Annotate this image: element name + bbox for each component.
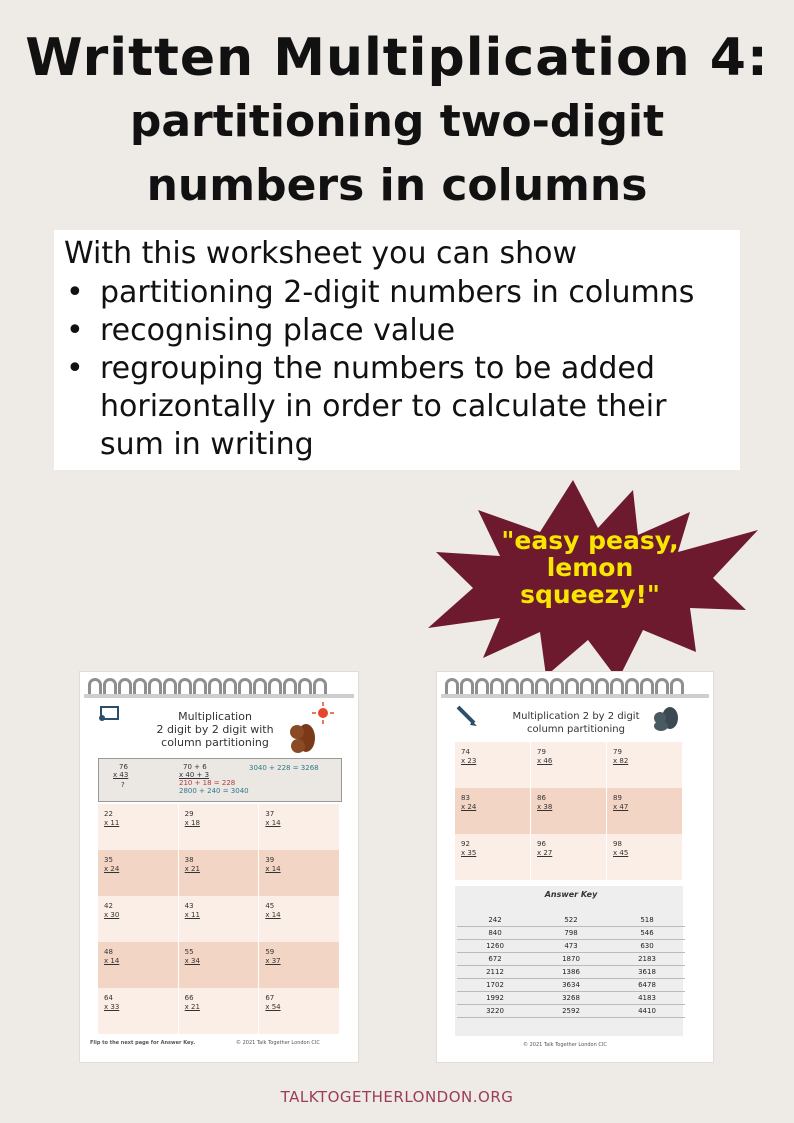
worksheet-2-title: Multiplication 2 by 2 digit column partitioning bbox=[512, 711, 640, 735]
answer-key-table bbox=[457, 914, 685, 1018]
worksheet-2-footer: © 2021 Talk Together London CIC bbox=[523, 1042, 607, 1048]
problem-cell: 35 x 24 bbox=[98, 850, 179, 896]
title-line-2: partitioning two-digit bbox=[129, 96, 665, 147]
problem-cell: 59 x 37 bbox=[259, 942, 340, 988]
problem-cell: 38 x 21 bbox=[179, 850, 260, 896]
problem-cell: 89 x 47 bbox=[607, 788, 683, 834]
info-box bbox=[54, 230, 740, 470]
burst-line-3: squeezy!" bbox=[520, 580, 660, 609]
info-intro: With this worksheet you can show bbox=[64, 236, 578, 271]
problem-cell: 22 x 11 bbox=[98, 804, 179, 850]
title-line-1: Written Multiplication 4: bbox=[25, 28, 769, 88]
table-row: 840 798 546 bbox=[457, 927, 685, 940]
table-row: 672 1870 2183 bbox=[457, 953, 685, 966]
problem-cell: 48 x 14 bbox=[98, 942, 179, 988]
worksheet-1-footer-right: © 2021 Talk Together London CIC bbox=[236, 1040, 320, 1046]
burst-text bbox=[470, 527, 710, 608]
worksheet-1-grid bbox=[98, 804, 340, 1034]
worksheet-preview-1 bbox=[80, 672, 358, 1062]
problem-cell: 79 x 82 bbox=[607, 742, 683, 788]
worksheet-1-title: Multiplication 2 digit by 2 digit with column partitioning bbox=[156, 710, 274, 749]
problem-cell: 37 x 14 bbox=[259, 804, 340, 850]
problem-cell: 98 x 45 bbox=[607, 834, 683, 880]
info-bullet: • regrouping the numbers to be added horizontally in order to calculate their sum in writing bbox=[64, 350, 734, 464]
problem-cell: 43 x 11 bbox=[179, 896, 260, 942]
table-row: 3220 2592 4410 bbox=[457, 1005, 685, 1018]
squirrel-icon bbox=[286, 720, 316, 754]
burst-line-2: lemon bbox=[546, 553, 634, 582]
problem-cell: 39 x 14 bbox=[259, 850, 340, 896]
problem-cell: 67 x 54 bbox=[259, 988, 340, 1034]
burst-line-1: "easy peasy, bbox=[501, 526, 679, 555]
problem-cell: 29 x 18 bbox=[179, 804, 260, 850]
problem-cell: 64 x 33 bbox=[98, 988, 179, 1034]
problem-cell: 86 x 38 bbox=[531, 788, 607, 834]
problem-cell: 45 x 14 bbox=[259, 896, 340, 942]
problem-cell: 66 x 21 bbox=[179, 988, 260, 1034]
table-row: 2112 1386 3618 bbox=[457, 966, 685, 979]
table-row: 1702 3634 6478 bbox=[457, 979, 685, 992]
table-row: 1260 473 630 bbox=[457, 940, 685, 953]
squirrel-icon bbox=[649, 706, 679, 732]
worked-example: 76 x 43 ? 70 + 6 x 40 + 3 210 + 18 = 228 2800 + 240 = 3040 3040 + 228 = 3268 bbox=[98, 758, 342, 802]
title-line-3: numbers in columns bbox=[146, 160, 648, 211]
problem-cell: 96 x 27 bbox=[531, 834, 607, 880]
footer-website[interactable]: TALKTOGETHERLONDON.ORG bbox=[280, 1088, 514, 1106]
problem-cell: 42 x 30 bbox=[98, 896, 179, 942]
worksheet-2-grid bbox=[455, 742, 683, 880]
worksheet-preview-2 bbox=[437, 672, 713, 1062]
pencil-icon bbox=[455, 704, 477, 726]
answer-key-title: Answer Key bbox=[544, 890, 598, 899]
info-bullet-list bbox=[64, 274, 734, 464]
problem-cell: 55 x 34 bbox=[179, 942, 260, 988]
problem-cell: 74 x 23 bbox=[455, 742, 531, 788]
info-bullet: • partitioning 2-digit numbers in columns bbox=[64, 274, 734, 312]
board-icon bbox=[98, 706, 120, 722]
info-bullet: • recognising place value bbox=[64, 312, 734, 350]
problem-cell: 83 x 24 bbox=[455, 788, 531, 834]
table-row: 1992 3268 4183 bbox=[457, 992, 685, 1005]
table-row: 242 522 518 bbox=[457, 914, 685, 927]
problem-cell: 92 x 35 bbox=[455, 834, 531, 880]
worksheet-1-footer-left: Flip to the next page for Answer Key. bbox=[90, 1040, 196, 1046]
problem-cell: 79 x 46 bbox=[531, 742, 607, 788]
